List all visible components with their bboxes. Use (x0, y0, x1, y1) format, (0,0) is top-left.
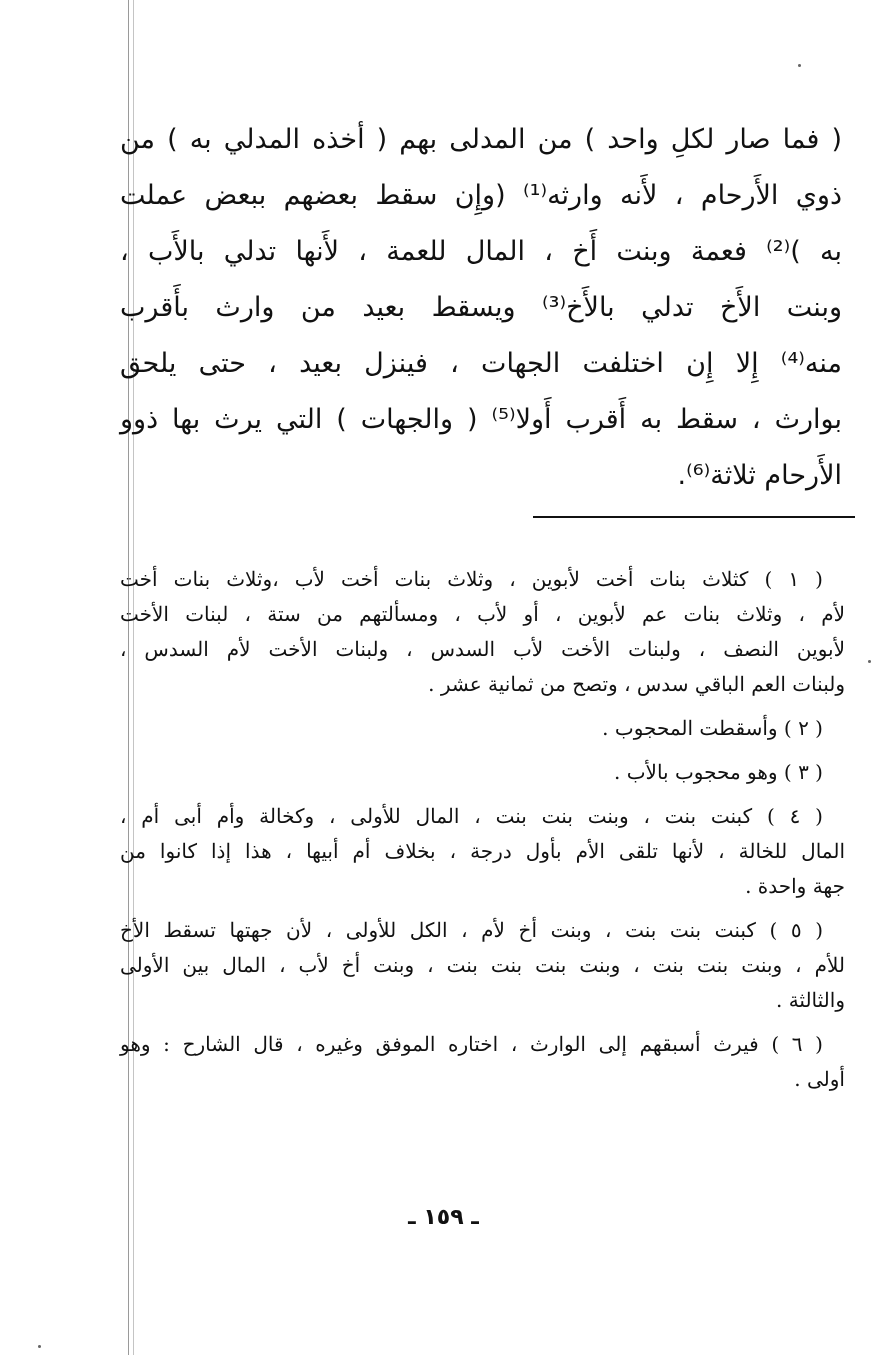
footnote-line: جهة واحدة . (745, 874, 845, 898)
main-text-line: الأَرحام ثلاثة⁽⁶⁾. (677, 460, 842, 491)
footnote-5 (120, 913, 845, 1018)
footnotes-block (120, 562, 845, 1106)
scan-speck (38, 1345, 41, 1348)
footnote-2 (120, 711, 845, 746)
footnote-4 (120, 799, 845, 904)
footnote-line: لأبوين النصف ، ولبنات الأخت لأب السدس ، ولبنات الأخت لأم السدس ، (120, 637, 845, 661)
footnote-line: المال للخالة ، لأنها تلقى الأم بأول درجة ، بخلاف أم أبيها ، هذا إذا كانوا من (120, 839, 845, 863)
footnote-line: ( ١ ) كثلاث بنات أخت لأبوين ، وثلاث بنات أخت لأب ،وثلاث بنات أخت (120, 567, 823, 591)
footnote-line: ( ٤ ) كبنت بنت ، وبنت بنت بنت ، المال للأولى ، وكخالة وأم أبى أم ، (120, 804, 823, 828)
footnote-6 (120, 1027, 845, 1097)
footnote-line: ولبنات العم الباقي سدس ، وتصح من ثمانية عشر . (428, 672, 845, 696)
scan-speck (868, 660, 871, 663)
footnote-line: والثالثة . (775, 988, 845, 1012)
footnote-separator (533, 516, 855, 518)
main-text-line: به )⁽²⁾ فعمة وبنت أَخ ، المال للعمة ، لأَنها تدلي بالأَب ، (120, 236, 842, 267)
main-text-line: ( فما صار لكلِ واحد ) من المدلى بهم ( أخذه المدلي به ) من (120, 124, 842, 155)
main-text-line: بوارث ، سقط به أَقرب أَولا⁽⁵⁾ ( والجهات ) التي يرث بها ذوو (120, 404, 842, 435)
footnote-3 (120, 755, 845, 790)
main-text-line: منه⁽⁴⁾ إِلا إِن اختلفت الجهات ، فينزل بعيد ، حتى يلحق (120, 348, 842, 379)
main-text-line: وبنت الأَخ تدلي بالأَخ⁽³⁾ ويسقط بعيد من وارث بأَقرب (120, 292, 842, 323)
scan-speck (798, 64, 801, 67)
footnote-line: ( ٢ ) وأسقطت المحجوب . (602, 716, 823, 740)
footnote-1 (120, 562, 845, 702)
footnote-line: ( ٥ ) كبنت بنت بنت ، وبنت أخ لأم ، الكل للأولى ، لأن جهتها تسقط الأخ (120, 918, 823, 942)
footnote-line: للأم ، وبنت بنت بنت ، وبنت بنت بنت بنت ، وبنت أخ لأب ، المال بين الأولى (120, 953, 845, 977)
footnote-line: ( ٣ ) وهو محجوب بالأب . (614, 760, 823, 784)
main-text-line: ذوي الأَرحام ، لأَنه وارثه⁽¹⁾ (وإِن سقط بعضهم ببعض عملت (120, 180, 842, 211)
main-text-block (120, 112, 842, 504)
footnote-line: لأم ، وثلاث بنات عم لأبوين ، أو لأب ، ومسألتهم من ستة ، لبنات الأخت (120, 602, 845, 626)
page-number: ـ ١٥٩ ـ (408, 1205, 479, 1230)
footnote-line: ( ٦ ) فيرث أسبقهم إلى الوارث ، اختاره الموفق وغيره ، قال الشارح : وهو (120, 1032, 823, 1056)
footnote-line: أولى . (794, 1067, 845, 1091)
